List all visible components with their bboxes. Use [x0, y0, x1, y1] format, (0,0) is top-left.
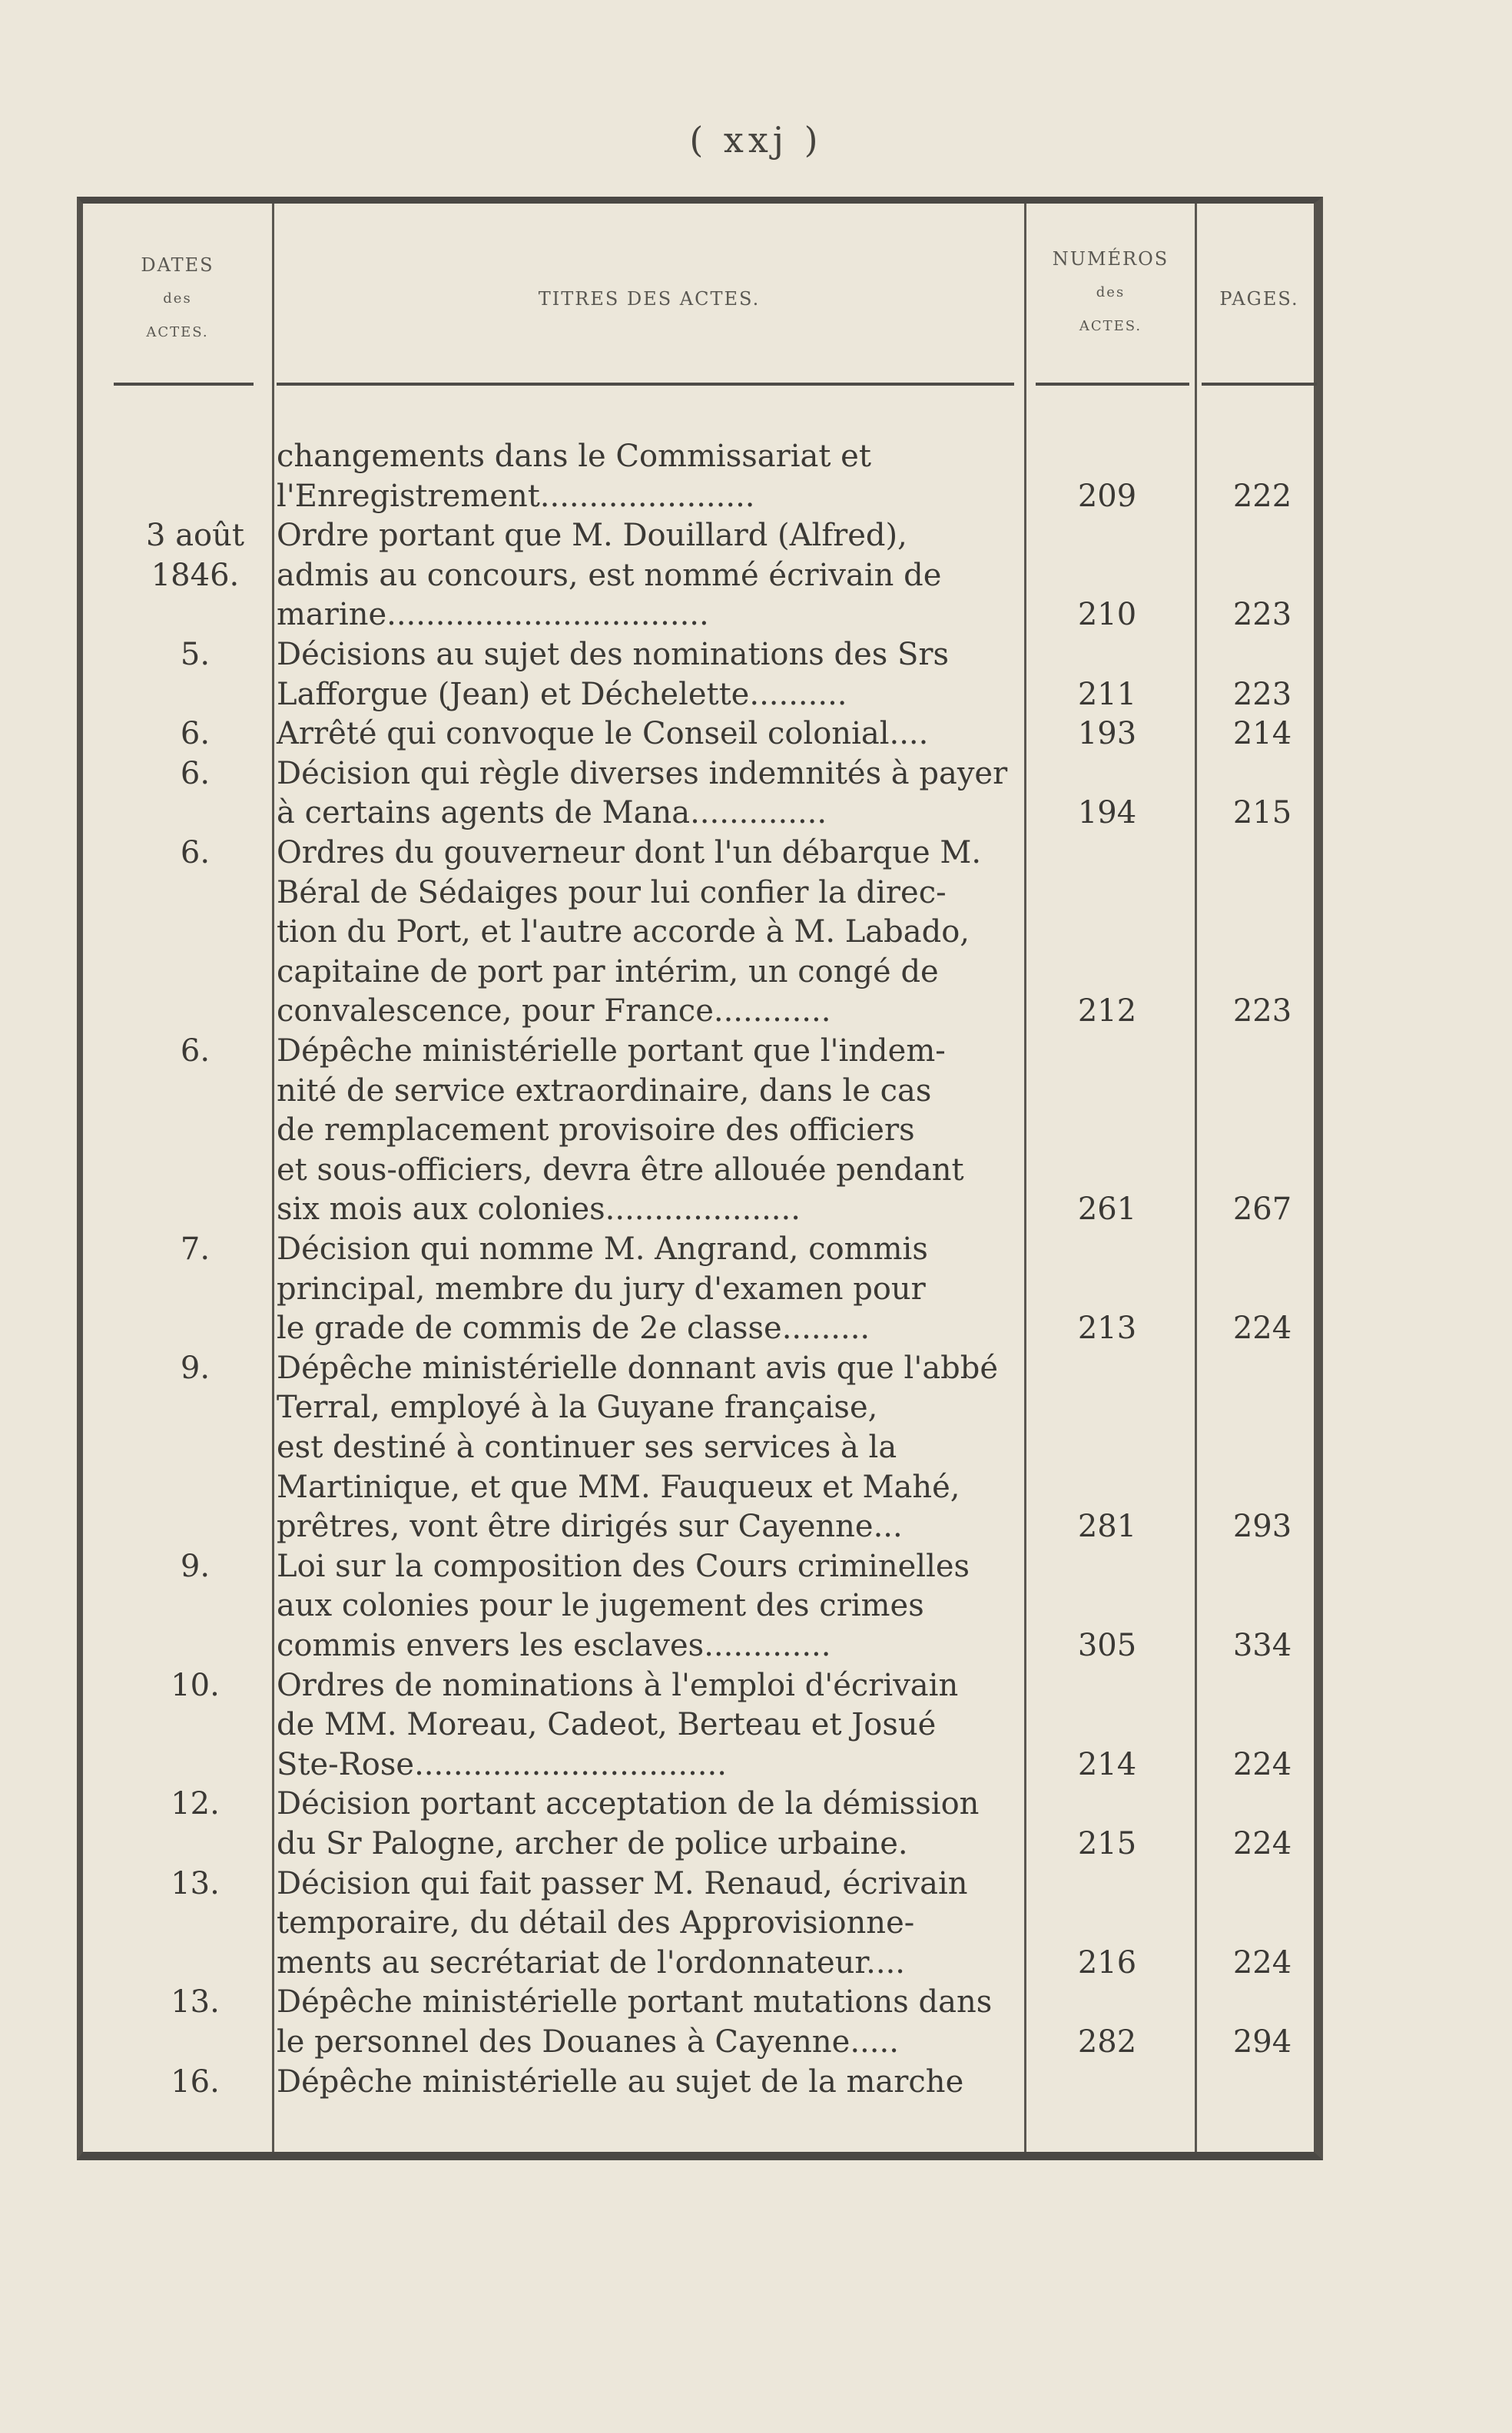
- entry-date: 13.: [171, 1984, 220, 2020]
- entry-title: Dépêche ministérielle au sujet de la marche: [277, 2063, 964, 2100]
- entry-number: [1030, 557, 1184, 594]
- entry-title: le grade de commis de 2e classe.........: [277, 1311, 870, 1347]
- entry-page: [1202, 1271, 1323, 1308]
- entry-title: temporaire, du détail des Approvisionne-: [277, 1905, 915, 1941]
- entry-date: 1846.: [151, 557, 240, 593]
- entry-number: [1030, 1350, 1184, 1387]
- entry-number: [1030, 1033, 1184, 1069]
- entry-date: 16.: [171, 2063, 220, 2100]
- entry-date: 6.: [180, 716, 211, 752]
- entry-number: [1030, 1112, 1184, 1149]
- entry-number: [1030, 2063, 1184, 2100]
- entry-number: [1030, 1865, 1184, 1902]
- entry-title: Arrêté qui convoque le Conseil colonial....: [277, 716, 929, 752]
- entry-page: [1202, 1667, 1323, 1704]
- entry-page: [1202, 1984, 1323, 2020]
- entry-page: 215: [1232, 795, 1292, 831]
- entry-title: admis au concours, est nommé écrivain de: [277, 557, 942, 593]
- entry-number: [1030, 874, 1184, 911]
- entry-date: [118, 1706, 272, 1743]
- entry-date: 9.: [180, 1548, 211, 1584]
- entry-page: [1202, 1389, 1323, 1426]
- entry-page: [1202, 1152, 1323, 1188]
- header-numeros: [1026, 242, 1195, 343]
- header-rule: [1036, 383, 1189, 386]
- entry-date: [118, 1825, 272, 1862]
- entry-number: [1030, 755, 1184, 792]
- entry-date: [118, 1271, 272, 1308]
- entry-date: [118, 794, 272, 831]
- entry-number: 209: [1077, 478, 1137, 514]
- entry-title: Dépêche ministérielle portant mutations dans: [277, 1984, 993, 2020]
- entry-number: [1030, 438, 1184, 475]
- entry-title: Loi sur la composition des Cours criminelles: [277, 1548, 970, 1584]
- entry-page: [1202, 438, 1323, 475]
- entry-date: [118, 2024, 272, 2060]
- entry-title: Ste-Rose................................: [277, 1746, 727, 1782]
- entry-page: 223: [1232, 676, 1292, 712]
- entry-number: [1030, 1667, 1184, 1704]
- entry-number: [1030, 1429, 1184, 1466]
- entry-number: [1030, 1231, 1184, 1268]
- entry-date: [118, 596, 272, 633]
- page-number: ( xxj ): [689, 119, 823, 161]
- column-divider: [272, 204, 274, 2152]
- entry-title: Ordres du gouverneur dont l'un débarque M.: [277, 835, 982, 870]
- entry-date: [118, 953, 272, 990]
- entry-page: [1202, 1072, 1323, 1109]
- entry-title: Terral, employé à la Guyane française,: [277, 1390, 878, 1426]
- entry-date: [118, 1152, 272, 1188]
- entry-page: 293: [1232, 1509, 1292, 1545]
- header-rule: [114, 383, 254, 386]
- entry-title: du Sr Palogne, archer de police urbaine.: [277, 1826, 908, 1861]
- entry-page: [1202, 1350, 1323, 1387]
- entry-page: [1202, 2063, 1323, 2100]
- entry-number: [1030, 1587, 1184, 1624]
- entry-page: [1202, 755, 1323, 792]
- entry-number: [1030, 636, 1184, 673]
- entry-page: [1202, 517, 1323, 554]
- entry-title: de MM. Moreau, Cadeot, Berteau et Josué: [277, 1707, 937, 1743]
- entry-number: [1030, 1706, 1184, 1743]
- entry-number: 211: [1077, 676, 1137, 712]
- entry-title: est destiné à continuer ses services à la: [277, 1430, 897, 1465]
- entry-date: [118, 1310, 272, 1347]
- entry-page: [1202, 636, 1323, 673]
- entry-date: [118, 438, 272, 475]
- entry-number: [1030, 1271, 1184, 1308]
- entry-date: 3 août: [146, 518, 244, 554]
- entry-page: [1202, 1469, 1323, 1506]
- entry-title: à certains agents de Mana..............: [277, 795, 827, 831]
- entry-title: Décision qui règle diverses indemnités à payer: [277, 755, 1008, 791]
- entry-page: [1202, 1904, 1323, 1941]
- entry-title: Dépêche ministérielle donnant avis que l'abbé: [277, 1350, 999, 1386]
- entry-number: 216: [1077, 1944, 1137, 1981]
- entry-number: [1030, 1152, 1184, 1188]
- entry-number: 214: [1077, 1746, 1137, 1782]
- entry-title: Ordres de nominations à l'emploi d'écrivain: [277, 1667, 959, 1703]
- entry-date: [118, 1389, 272, 1426]
- entry-date: [118, 874, 272, 911]
- entry-title: Décision portant acceptation de la démission: [277, 1786, 980, 1822]
- entry-title: de remplacement provisoire des officiers: [277, 1112, 915, 1149]
- entry-title: Dépêche ministérielle portant que l'indem-: [277, 1033, 946, 1069]
- entry-number: 305: [1077, 1628, 1137, 1663]
- header-dates-line: ACTES.: [146, 324, 209, 340]
- entry-number: 210: [1077, 597, 1137, 633]
- entry-page: [1202, 1112, 1323, 1149]
- entry-page: [1202, 1231, 1323, 1268]
- entry-page: 222: [1232, 478, 1292, 514]
- entry-title: tion du Port, et l'autre accorde à M. Labado,: [277, 914, 970, 950]
- entry-title: convalescence, pour France............: [277, 993, 831, 1029]
- entry-title: ments au secrétariat de l'ordonnateur....: [277, 1944, 906, 1981]
- entry-number: [1030, 1984, 1184, 2020]
- entry-page: 223: [1232, 993, 1292, 1029]
- entry-number: 261: [1077, 1192, 1137, 1228]
- entry-date: [118, 913, 272, 950]
- entry-date: 10.: [171, 1667, 220, 1703]
- entry-date: 5.: [180, 637, 211, 672]
- entry-date: 12.: [171, 1786, 220, 1822]
- entry-title: commis envers les esclaves.............: [277, 1628, 831, 1663]
- entry-number: 215: [1077, 1826, 1137, 1861]
- entry-number: [1030, 1389, 1184, 1426]
- entry-page: [1202, 1548, 1323, 1585]
- entry-date: [118, 1112, 272, 1149]
- header-numeros-line: ACTES.: [1079, 318, 1142, 334]
- entry-date: 6.: [180, 755, 211, 791]
- entry-page: [1202, 913, 1323, 950]
- entry-title: Décision qui nomme M. Angrand, commis: [277, 1231, 928, 1267]
- column-divider: [1195, 204, 1197, 2152]
- entry-date: [118, 1508, 272, 1545]
- column-divider: [1024, 204, 1026, 2152]
- entry-page: [1202, 1033, 1323, 1069]
- entry-number: [1030, 1469, 1184, 1506]
- entry-date: [118, 993, 272, 1029]
- entry-number: [1030, 913, 1184, 950]
- entry-page: 214: [1232, 716, 1292, 752]
- header-numeros-line: des: [1096, 284, 1126, 300]
- entry-date: [118, 1944, 272, 1981]
- entry-date: 6.: [180, 835, 211, 870]
- entry-title: Ordre portant que M. Douillard (Alfred),: [277, 518, 907, 554]
- entry-title: changements dans le Commissariat et: [277, 439, 871, 474]
- entry-number: 281: [1077, 1509, 1137, 1545]
- entry-date: [118, 1429, 272, 1466]
- entry-title: prêtres, vont être dirigés sur Cayenne...: [277, 1509, 903, 1545]
- entry-page: 294: [1232, 2024, 1292, 2060]
- header-dates-line: des: [163, 290, 192, 307]
- entry-number: 194: [1077, 795, 1137, 831]
- entry-page: [1202, 953, 1323, 990]
- entry-date: [118, 1191, 272, 1228]
- entry-date: 7.: [180, 1231, 211, 1267]
- entry-number: 212: [1077, 993, 1137, 1029]
- entry-number: [1030, 834, 1184, 871]
- entry-number: 213: [1077, 1311, 1137, 1347]
- entry-page: [1202, 874, 1323, 911]
- entry-page: 334: [1232, 1628, 1292, 1663]
- entry-title: le personnel des Douanes à Cayenne.....: [277, 2024, 899, 2060]
- entry-title: marine.................................: [277, 597, 709, 633]
- entry-date: [118, 676, 272, 713]
- entry-number: [1030, 517, 1184, 554]
- entry-date: 13.: [171, 1865, 220, 1901]
- entry-date: [118, 1072, 272, 1109]
- entry-page: [1202, 557, 1323, 594]
- entry-number: [1030, 953, 1184, 990]
- entry-page: 224: [1232, 1826, 1292, 1861]
- entry-date: [118, 1469, 272, 1506]
- entry-title: principal, membre du jury d'examen pour: [277, 1271, 926, 1307]
- header-pages: PAGES.: [1219, 288, 1299, 310]
- entry-number: 282: [1077, 2024, 1137, 2060]
- entry-page: [1202, 1785, 1323, 1822]
- entry-page: [1202, 1706, 1323, 1743]
- entry-title: et sous-officiers, devra être allouée pendant: [277, 1152, 964, 1188]
- entry-date: [118, 1904, 272, 1941]
- entry-page: [1202, 1429, 1323, 1466]
- entry-number: [1030, 1548, 1184, 1585]
- entry-title: Décisions au sujet des nominations des Srs: [277, 637, 950, 672]
- entry-number: [1030, 1785, 1184, 1822]
- entry-title: l'Enregistrement......................: [277, 478, 755, 514]
- entry-title: Béral de Sédaiges pour lui confier la direc-: [277, 874, 947, 910]
- entry-page: [1202, 834, 1323, 871]
- entry-page: [1202, 1587, 1323, 1624]
- entry-title: Décision qui fait passer M. Renaud, écrivain: [277, 1865, 968, 1901]
- header-dates-line: DATES: [141, 254, 214, 276]
- entry-number: [1030, 1904, 1184, 1941]
- entry-page: 224: [1232, 1746, 1292, 1782]
- entry-date: [118, 1587, 272, 1624]
- header-rule: [277, 383, 1014, 386]
- entry-page: 267: [1232, 1192, 1292, 1228]
- header-numeros-line: NUMÉROS: [1052, 248, 1169, 270]
- entry-title: Martinique, et que MM. Fauqueux et Mahé,: [277, 1469, 960, 1505]
- entry-title: nité de service extraordinaire, dans le cas: [277, 1072, 932, 1109]
- entry-date: 6.: [180, 1033, 211, 1069]
- entry-date: [118, 1627, 272, 1664]
- entry-title: capitaine de port par intérim, un congé de: [277, 953, 939, 989]
- entry-page: 224: [1232, 1944, 1292, 1981]
- entry-number: [1030, 1072, 1184, 1109]
- entry-page: [1202, 1865, 1323, 1902]
- entry-title: Lafforgue (Jean) et Déchelette..........: [277, 676, 847, 712]
- entry-date: [118, 478, 272, 515]
- entry-number: 193: [1077, 716, 1137, 752]
- entry-page: 223: [1232, 597, 1292, 633]
- entry-date: 9.: [180, 1350, 211, 1386]
- index-table: [77, 197, 1323, 2160]
- entry-title: six mois aux colonies....................: [277, 1192, 801, 1228]
- header-titres: TITRES DES ACTES.: [538, 288, 761, 310]
- entry-page: 224: [1232, 1311, 1292, 1347]
- entry-date: [118, 1746, 272, 1783]
- entry-title: aux colonies pour le jugement des crimes: [277, 1588, 924, 1624]
- header-dates: [83, 248, 272, 350]
- header-rule: [1202, 383, 1317, 386]
